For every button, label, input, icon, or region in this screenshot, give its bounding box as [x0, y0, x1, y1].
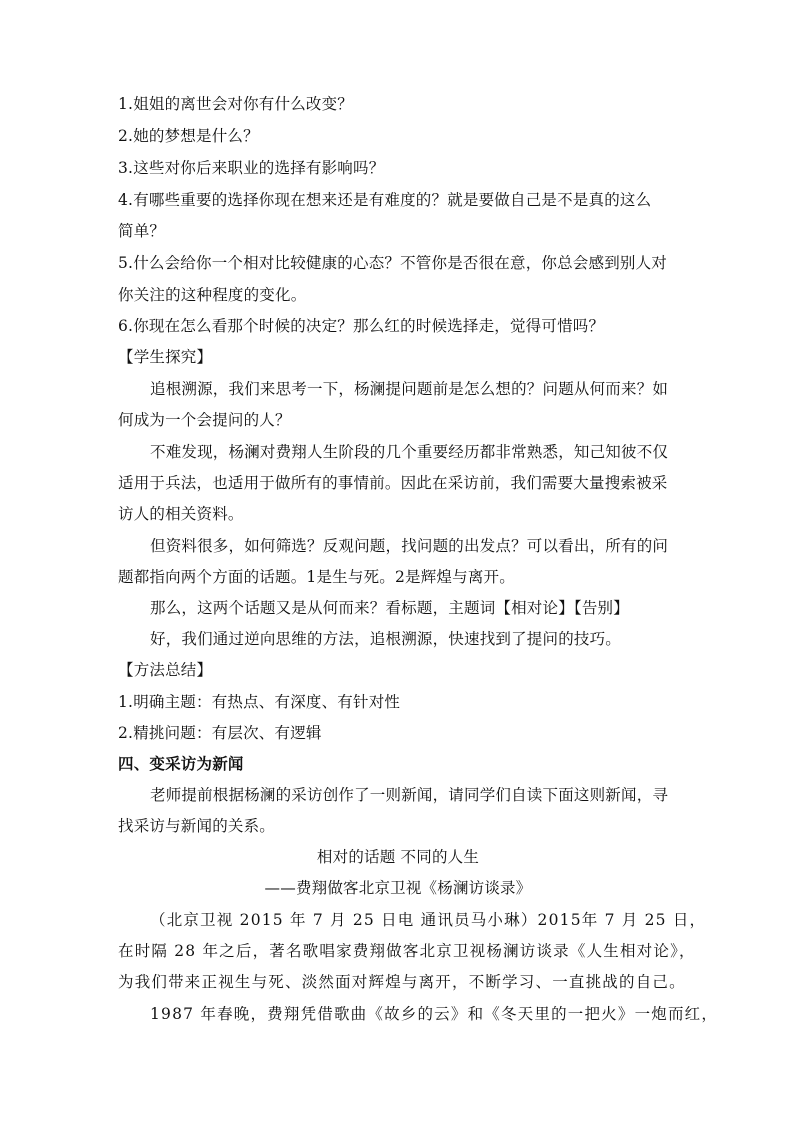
question-4-line-1: 4.有哪些重要的选择你现在想来还是有难度的？就是要做自己是不是真的这么 — [118, 191, 652, 209]
section-four-heading: 四、变采访为新闻 — [118, 754, 244, 773]
question-4-line-2: 简单？ — [118, 222, 166, 240]
inquiry-paragraph-2-line-1: 不难发现，杨澜对费翔人生阶段的几个重要经历都非常熟悉，知己知彼不仅 — [150, 443, 669, 461]
method-summary-heading: 【方法总结】 — [118, 661, 213, 679]
news-title: 相对的话题 不同的人生 — [316, 848, 480, 866]
question-5-line-2: 你关注的这种程度的变化。 — [118, 286, 307, 304]
inquiry-paragraph-2-line-2: 适用于兵法，也适用于做所有的事情前。因此在采访前，我们需要大量搜索被采 — [118, 474, 668, 492]
news-body-line-3: 为我们带来正视生与死、淡然面对辉煌与离开，不断学习、一直挑战的自己。 — [118, 973, 686, 991]
question-5-line-1: 5.什么会给你一个相对比较健康的心态？不管你是否很在意，你总会感到别人对 — [118, 254, 667, 272]
inquiry-paragraph-5: 好，我们通过逆向思维的方法，追根溯源，快速找到了提问的技巧。 — [150, 630, 622, 648]
inquiry-paragraph-1-line-2: 何成为一个会提问的人？ — [118, 411, 291, 429]
inquiry-paragraph-3-line-2: 题都指向两个方面的话题。1是生与死。2是辉煌与离开。 — [118, 568, 515, 586]
news-intro-line-2: 找采访与新闻的关系。 — [118, 817, 276, 835]
inquiry-paragraph-1-line-1: 追根溯源，我们来思考一下，杨澜提问题前是怎么想的？问题从何而来？如 — [150, 380, 669, 398]
question-1: 1.姐姐的离世会对你有什么改变？ — [118, 95, 353, 113]
inquiry-paragraph-3-line-1: 但资料很多，如何筛选？反观问题，找问题的出发点？可以看出，所有的问 — [150, 537, 669, 555]
news-intro-line-1: 老师提前根据杨澜的采访创作了一则新闻，请同学们自读下面这则新闻，寻 — [150, 786, 669, 804]
inquiry-paragraph-4: 那么，这两个话题又是从何而来？看标题，主题词【相对论】【告别】 — [150, 599, 629, 617]
news-body-line-2: 在时隔 28 年之后，著名歌唱家费翔做客北京卫视杨澜访谈录《人生相对论》， — [118, 942, 696, 960]
student-inquiry-heading: 【学生探究】 — [118, 348, 213, 366]
method-item-1: 1.明确主题：有热点、有深度、有针对性 — [118, 693, 401, 711]
method-item-2: 2.精挑问题：有层次、有逻辑 — [118, 724, 322, 742]
news-subtitle: ——费翔做客北京卫视《杨澜访谈录》 — [264, 879, 532, 897]
question-2: 2.她的梦想是什么？ — [118, 127, 259, 145]
question-6: 6.你现在怎么看那个时候的决定？那么红的时候选择走，觉得可惜吗？ — [118, 317, 605, 335]
inquiry-paragraph-2-line-3: 访人的相关资料。 — [118, 505, 244, 523]
news-body-line-1: （北京卫视 2015 年 7 月 25 日电 通讯员马小琳）2015年 7 月 25 日， — [150, 911, 707, 929]
news-body-line-4: 1987 年春晚，费翔凭借歌曲《故乡的云》和《冬天里的一把火》一炮而红， — [150, 1005, 719, 1023]
question-3: 3.这些对你后来职业的选择有影响吗？ — [118, 159, 385, 177]
